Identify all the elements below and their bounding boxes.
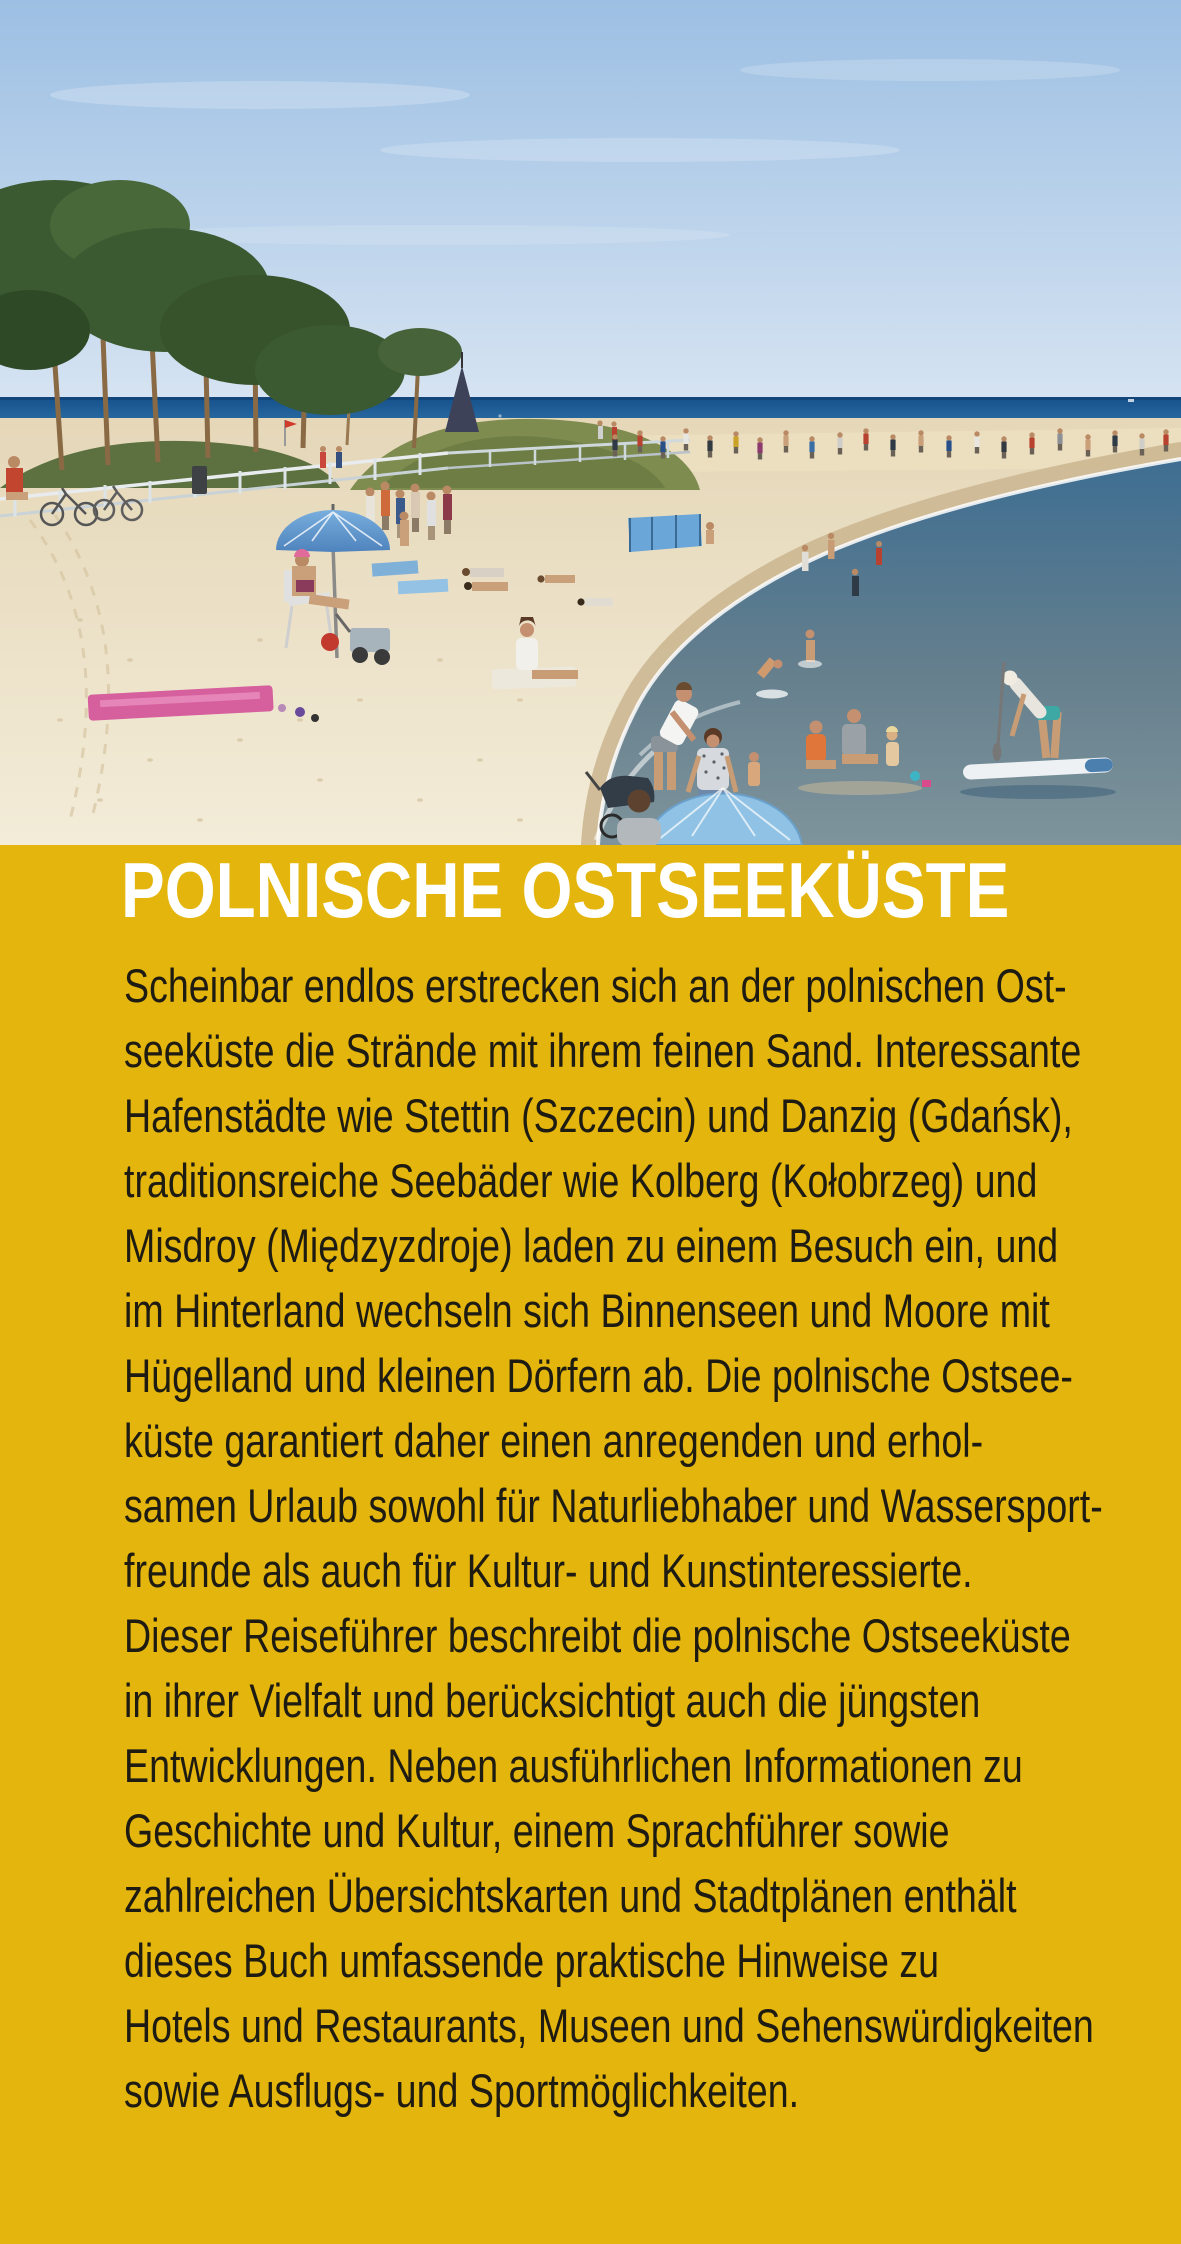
- body-line: Hafenstädte wie Stettin (Szczecin) und Danzig (Gdańsk),: [124, 1089, 1073, 1142]
- description-paragraph: [124, 953, 1181, 2123]
- body-line: seeküste die Strände mit ihrem feinen Sand. Interessante: [124, 1024, 1082, 1077]
- body-line: Dieser Reiseführer beschreibt die polnische Ostseeküste: [124, 1609, 1071, 1662]
- body-line: traditionsreiche Seebäder wie Kolberg (Kołobrzeg) und: [124, 1154, 1038, 1207]
- body-line: samen Urlaub sowohl für Naturliebhaber und Wassersport-: [124, 1479, 1103, 1532]
- body-line: Hotels und Restaurants, Museen und Sehenswürdigkeiten: [124, 1999, 1094, 2052]
- body-line: sowie Ausflugs- und Sportmöglichkeiten.: [124, 2064, 800, 2117]
- body-line: Hügelland und kleinen Dörfern ab. Die polnische Ostsee-: [124, 1349, 1073, 1402]
- body-line: freunde als auch für Kultur- und Kunstinteressierte.: [124, 1544, 973, 1597]
- body-line: in ihrer Vielfalt und berücksichtigt auch die jüngsten: [124, 1674, 981, 1727]
- trash-bin: [192, 466, 207, 494]
- body-line: dieses Buch umfassende praktische Hinweise zu: [124, 1934, 940, 1987]
- beach-photo: [0, 0, 1181, 845]
- body-line: Scheinbar endlos erstrecken sich an der polnischen Ost-: [124, 959, 1067, 1012]
- beach-photo-svg: [0, 0, 1181, 845]
- body-line: Geschichte und Kultur, einem Sprachführer sowie: [124, 1804, 950, 1857]
- body-line: Entwicklungen. Neben ausführlichen Informationen zu: [124, 1739, 1023, 1792]
- body-line: zahlreichen Übersichtskarten und Stadtplänen enthält: [124, 1869, 1017, 1922]
- body-line: küste garantiert daher einen anregenden und erhol-: [124, 1414, 984, 1467]
- page-title: POLNISCHE OSTSEEKÜSTE: [121, 846, 1010, 934]
- body-line: Misdroy (Międzyzdroje) laden zu einem Besuch ein, und: [124, 1219, 1059, 1272]
- body-line: im Hinterland wechseln sich Binnenseen und Moore mit: [124, 1284, 1050, 1337]
